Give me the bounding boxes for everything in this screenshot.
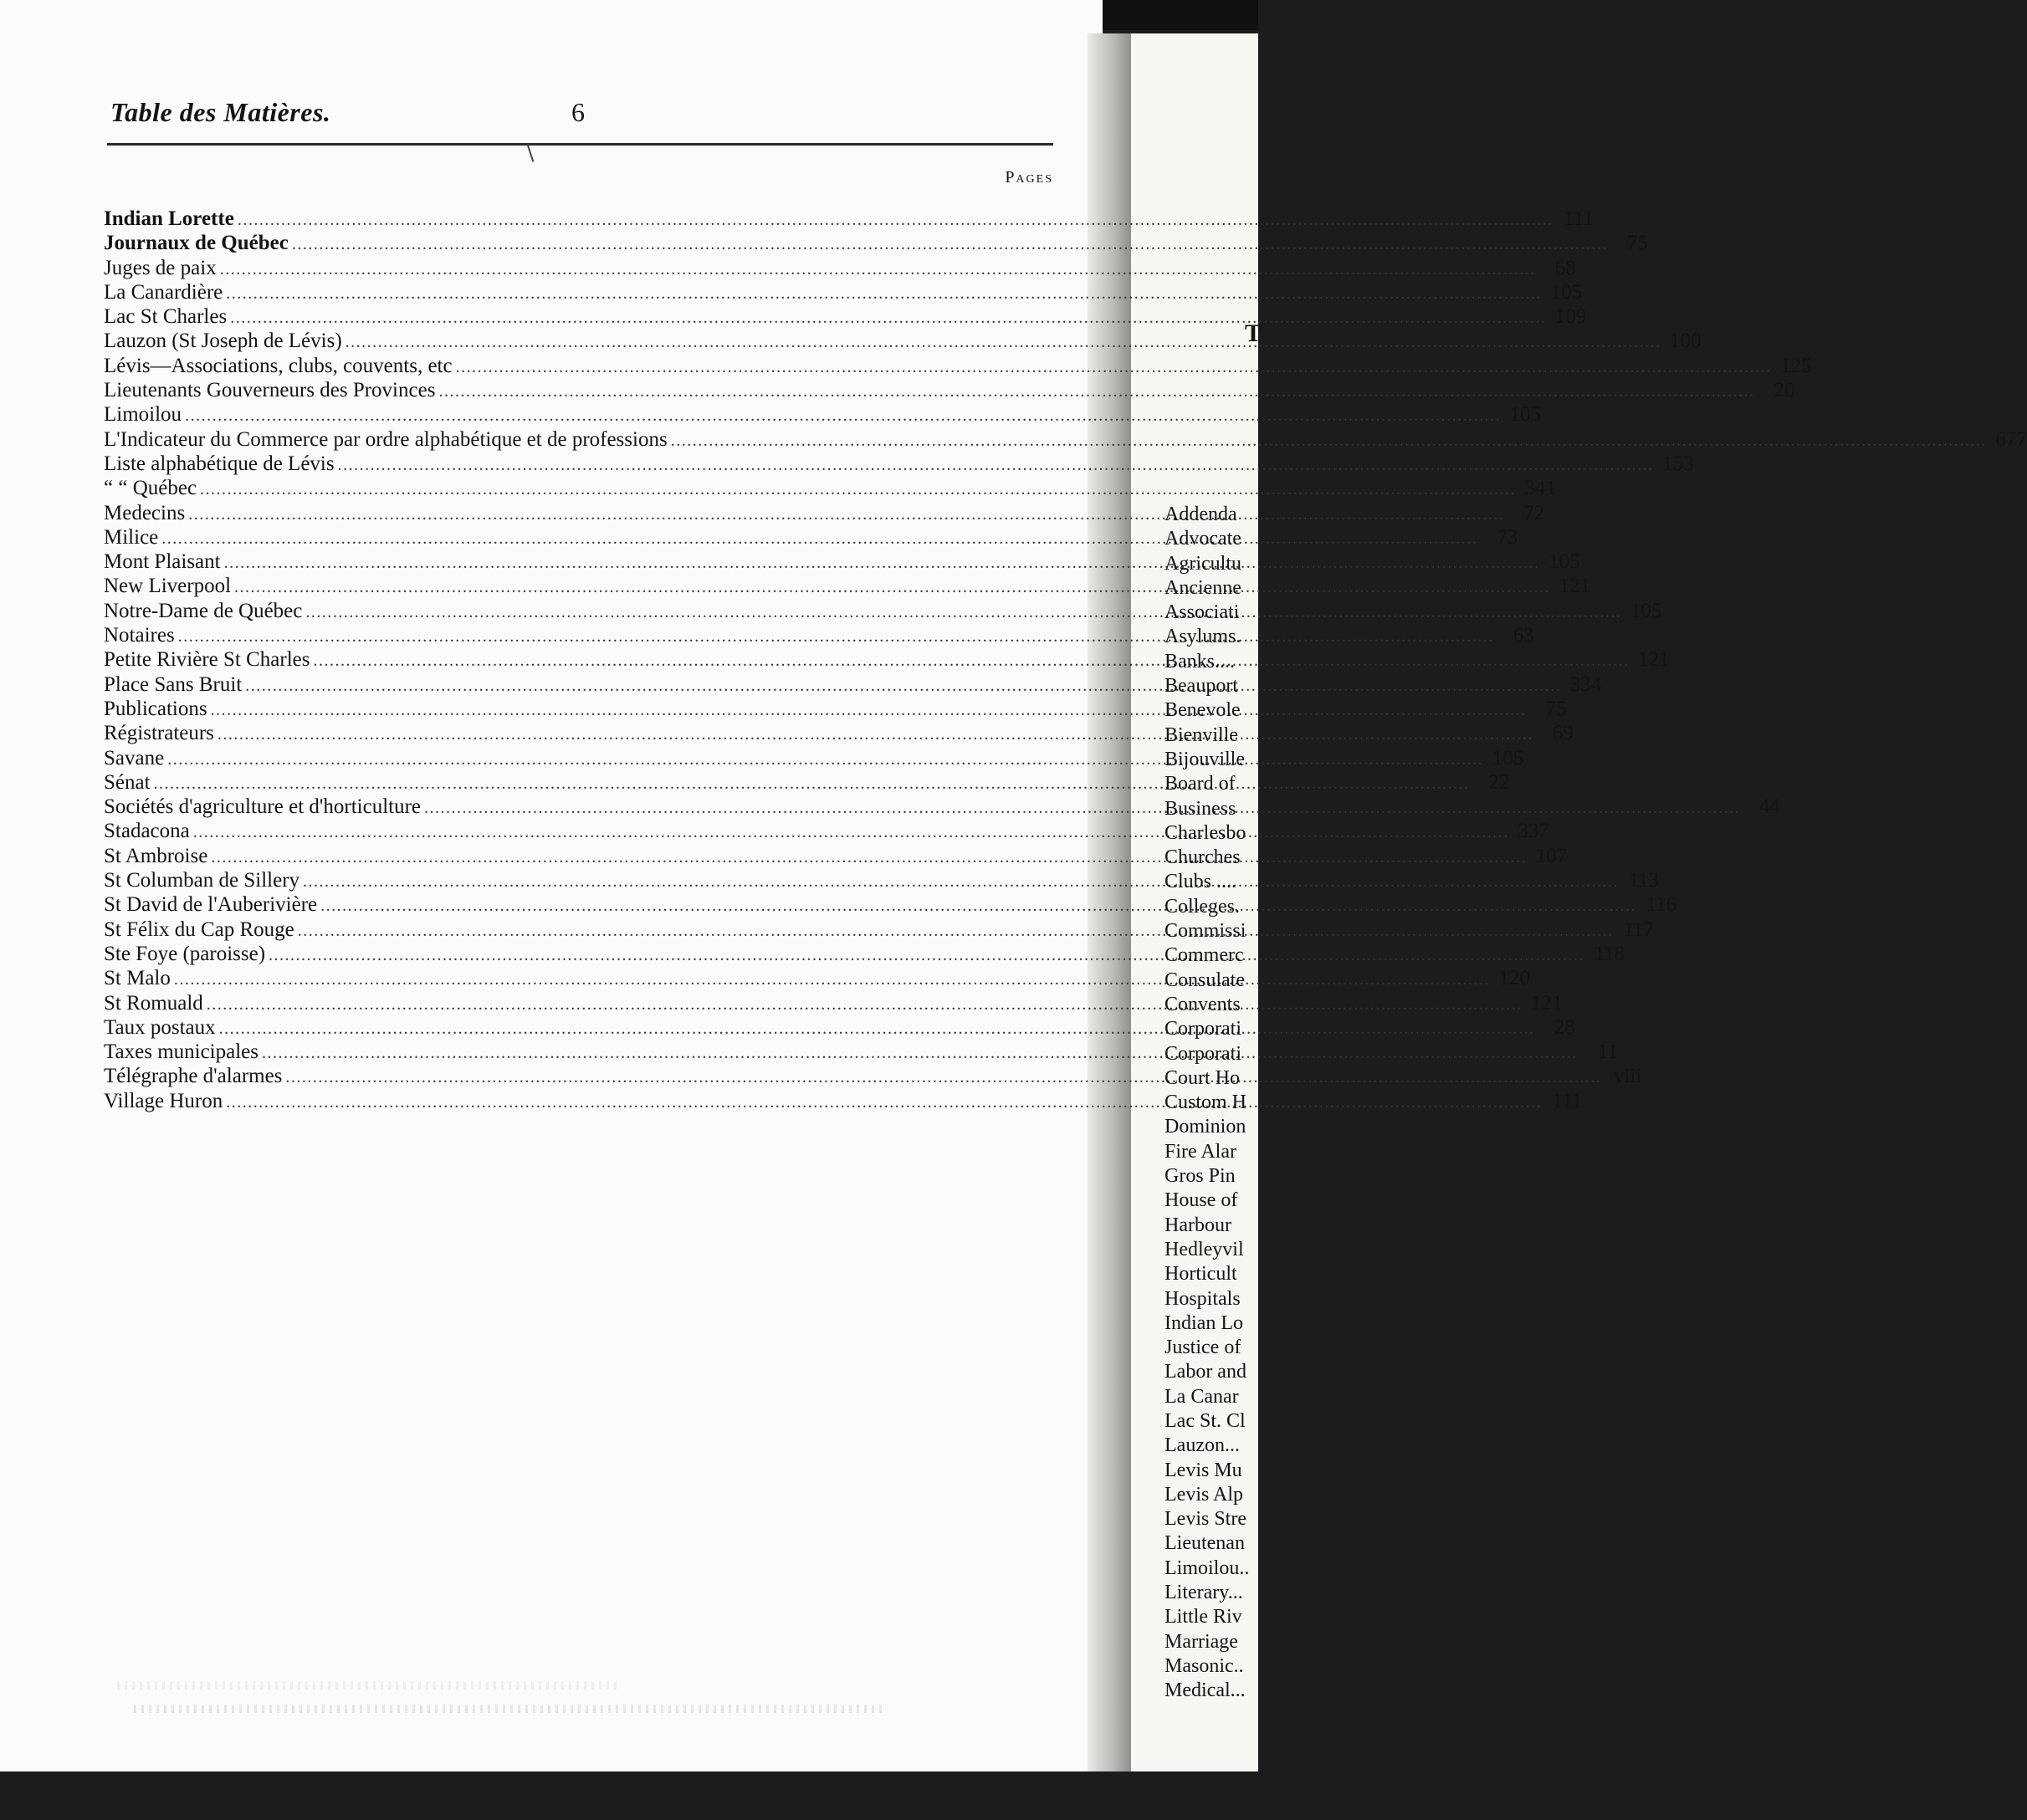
dot-leader <box>456 355 1772 380</box>
toc-entry-page: 72 <box>1523 501 1545 524</box>
toc-entry-label: Télégraphe d'alarmes <box>104 1065 283 1088</box>
toc-entry-page: viii <box>1614 1065 1642 1088</box>
toc-entry-page: 100 <box>1670 330 1702 353</box>
toc-entry-page: 111 <box>1552 1089 1583 1112</box>
dot-leader <box>234 575 1550 600</box>
toc-entry-page: 334 <box>1569 672 1602 696</box>
toc-entry-label: St David de l'Auberivière <box>104 893 318 917</box>
facing-page-entry: Commissi <box>1165 920 1246 943</box>
facing-page-entry: Commerc <box>1165 944 1244 967</box>
toc-entry <box>104 452 1694 476</box>
dot-leader <box>219 1017 1535 1041</box>
facing-page-entry: Gros Pin <box>1165 1165 1236 1188</box>
toc-entry-page: 22 <box>1488 770 1510 794</box>
toc-entry-page: 68 <box>1554 256 1576 279</box>
pages-column-header: Pages <box>1005 168 1053 187</box>
facing-page-entry: Bienville <box>1165 723 1238 746</box>
facing-page-entry: Associati <box>1165 601 1240 624</box>
toc-entry-label: New Liverpool <box>104 575 232 598</box>
dot-leader <box>245 674 1561 698</box>
toc-entry-page: 105 <box>1550 280 1583 304</box>
dot-leader <box>305 601 1621 625</box>
toc-entry-page: 105 <box>1509 403 1542 427</box>
dot-leader <box>262 1041 1578 1066</box>
facing-page-entry: Advocate <box>1165 528 1241 550</box>
toc-entry-label: Notre-Dame de Québec <box>104 599 303 622</box>
toc-entry-label: Lac St Charles <box>104 305 228 329</box>
dot-leader <box>167 748 1483 772</box>
dot-leader <box>211 698 1527 723</box>
dot-leader <box>313 649 1629 673</box>
toc-entry <box>104 427 2027 452</box>
facing-page-entry: Addenda <box>1165 504 1237 525</box>
toc-entry-label: “ “ Québec <box>104 477 197 500</box>
dot-leader <box>220 258 1536 282</box>
dot-leader <box>185 404 1501 428</box>
toc-entry-page: 120 <box>1498 967 1530 990</box>
toc-entry <box>104 256 1576 280</box>
facing-page-entry: Benevole <box>1165 699 1241 722</box>
toc-entry-label: Sociétés d'agriculture et d'horticulture <box>104 795 422 819</box>
toc-entry-page: 109 <box>1554 305 1587 329</box>
toc-entry-page: 63 <box>1513 624 1534 647</box>
toc-entry-label: Limoilou <box>104 403 182 427</box>
dot-leader <box>285 1066 1601 1090</box>
facing-page-entry: Justice of <box>1165 1337 1241 1359</box>
toc-entry-page: 125 <box>1780 354 1812 377</box>
dot-leader <box>338 453 1654 478</box>
toc-entry-page: 117 <box>1623 918 1654 941</box>
toc-entry-label: Liste alphabétique de Lévis <box>104 452 335 475</box>
facing-page-entry: Corporati <box>1165 1042 1241 1065</box>
toc-entry-page: 118 <box>1594 942 1625 965</box>
header-rule <box>107 143 1053 146</box>
toc-entry-page: 121 <box>1559 575 1591 598</box>
toc-entry <box>104 402 1542 427</box>
toc-entry-label: Régistrateurs <box>104 722 214 745</box>
dot-leader <box>303 870 1619 894</box>
facing-page-entry: Horticult <box>1165 1263 1237 1286</box>
toc-entry-label: Journaux de Québec <box>104 232 289 255</box>
toc-entry <box>104 476 1557 500</box>
facing-page-entry: Dominion <box>1165 1116 1246 1138</box>
toc-entry-label: St Ambroise <box>104 844 208 867</box>
facing-page-entry: Custom H <box>1165 1091 1247 1114</box>
toc-entry <box>104 207 1594 231</box>
dot-leader <box>207 993 1523 1017</box>
toc-entry-label: Village Huron <box>104 1089 223 1112</box>
toc-entry-page: 28 <box>1554 1015 1575 1039</box>
facing-page-entry: Consulate <box>1165 969 1245 991</box>
toc-entry-label: Lieutenants Gouverneurs des Provinces <box>104 379 436 402</box>
facing-page-entry: Beauport <box>1165 675 1238 698</box>
running-head <box>110 97 1053 139</box>
toc-entry-page: 105 <box>1630 599 1662 622</box>
facing-page-entry: Convents <box>1165 993 1241 1015</box>
dot-leader <box>438 380 1754 404</box>
toc-entry-label: St Romuald <box>104 991 203 1015</box>
toc-entry-page: 105 <box>1492 746 1524 769</box>
dot-leader <box>161 527 1477 551</box>
facing-page-entry: Fire Alar <box>1165 1140 1236 1163</box>
facing-page-entry: La Canar <box>1165 1385 1239 1408</box>
toc-entry-page: 121 <box>1637 648 1670 672</box>
facing-page-mark: T <box>1245 320 1262 347</box>
dot-leader <box>174 968 1490 992</box>
facing-page-entry: Hospitals <box>1165 1287 1241 1310</box>
dot-leader <box>226 1091 1542 1115</box>
facing-page-entry: Lauzon... <box>1165 1434 1240 1457</box>
toc-entry-label: Milice <box>104 525 159 549</box>
toc-entry-page: 44 <box>1759 795 1781 819</box>
toc-entry <box>104 304 1587 329</box>
facing-page-entry: Lac St. Cl <box>1165 1409 1246 1432</box>
toc-entry-page: 75 <box>1545 697 1567 720</box>
facing-page-entry: Labor and <box>1165 1361 1246 1383</box>
dot-leader <box>292 233 1608 257</box>
facing-page-entry: Corporati <box>1165 1018 1241 1040</box>
facing-page-entry: Literary... <box>1165 1582 1243 1604</box>
dot-leader <box>188 503 1504 527</box>
toc-entry-label: Petite Rivière St Charles <box>104 648 310 672</box>
facing-page-entry: Indian Lo <box>1165 1311 1243 1334</box>
dot-leader <box>346 330 1661 355</box>
toc-entry-page: 20 <box>1774 379 1795 402</box>
toc-entry-label: Savane <box>104 746 165 769</box>
facing-page-entry: Colleges. <box>1165 895 1240 918</box>
facing-page-entry: Limoilou.. <box>1165 1557 1250 1579</box>
facing-page-entry: Marriage <box>1165 1630 1238 1653</box>
toc-entry-label: Stadacona <box>104 820 190 843</box>
facing-page-entry: Charlesbo <box>1165 821 1246 844</box>
toc-entry-page: 113 <box>1628 869 1660 892</box>
toc-entry-label: Lévis—Associations, clubs, couvents, etc <box>104 354 453 377</box>
toc-entry-label: Taux postaux <box>104 1015 216 1039</box>
toc-entry-label: Publications <box>104 697 207 720</box>
dot-leader <box>218 723 1533 747</box>
facing-page-entry: Clubs .... <box>1165 871 1237 893</box>
dot-leader <box>424 796 1740 821</box>
faint-bleed-through <box>134 1705 887 1713</box>
dot-leader <box>178 625 1494 649</box>
toc-entry-page: 337 <box>1518 820 1549 843</box>
toc-entry <box>104 231 1648 255</box>
page-number: 6 <box>571 97 585 127</box>
dot-leader <box>226 282 1542 306</box>
facing-page-entry: Levis Mu <box>1165 1459 1242 1481</box>
facing-page-entry: Lieutenan <box>1165 1532 1245 1555</box>
toc-entry-page: 105 <box>1548 550 1580 574</box>
toc-entry-label: Ste Foye (paroisse) <box>104 942 266 965</box>
facing-page-entry: Court Ho <box>1165 1066 1240 1089</box>
facing-page-entry: Masonic.. <box>1165 1654 1244 1677</box>
facing-page-entry: Harbour <box>1165 1214 1231 1236</box>
toc-entry-page: 69 <box>1552 722 1574 745</box>
dot-leader <box>154 772 1470 796</box>
toc-entry-page: 153 <box>1662 452 1694 475</box>
facing-page-entry: House of <box>1165 1189 1238 1212</box>
facing-page-entry: Ancienne <box>1165 576 1241 599</box>
facing-page-entry: Banks.... <box>1165 650 1235 672</box>
facing-page-entry: Churches <box>1165 846 1241 869</box>
toc-entry-label: St Columban de Sillery <box>104 869 300 892</box>
facing-page-entry: Levis Alp <box>1165 1483 1243 1506</box>
toc-entry-label: La Canardière <box>104 280 223 304</box>
dot-leader <box>211 846 1527 870</box>
toc-entry-page: 107 <box>1535 844 1568 867</box>
toc-entry-page: 677 <box>1995 427 2027 451</box>
facing-page-entry: Hedleyvil <box>1165 1238 1244 1260</box>
toc-entry-page: 73 <box>1497 525 1518 549</box>
facing-page-entries <box>1165 503 1258 1704</box>
dot-leader <box>238 208 1554 233</box>
toc-entry-label: Notaires <box>104 624 175 647</box>
toc-entry-label: St Malo <box>104 967 171 990</box>
dot-leader <box>230 306 1546 330</box>
dot-leader <box>320 894 1636 918</box>
toc-entry <box>104 280 1583 304</box>
facing-page-entry: Levis Stre <box>1165 1508 1246 1531</box>
toc-entry-label: L'Indicateur du Commerce par ordre alphabétique et de professions <box>104 427 668 451</box>
toc-entry-label: Sénat <box>104 770 151 794</box>
toc-entry <box>104 354 1812 378</box>
dot-leader <box>298 919 1614 943</box>
toc-entry-page: 121 <box>1531 991 1563 1015</box>
dot-leader <box>671 429 1987 453</box>
facing-page-entry: Medical... <box>1165 1679 1246 1702</box>
toc-entry-label: Juges de paix <box>104 256 217 279</box>
toc-entry-label: St Félix du Cap Rouge <box>104 918 294 941</box>
facing-page-entry: Asylums. <box>1165 626 1241 648</box>
toc-entry-label: Lauzon (St Joseph de Lévis) <box>104 330 342 353</box>
dot-leader <box>224 551 1540 575</box>
facing-page-entry: Little Riv <box>1165 1606 1242 1628</box>
facing-page-entry: Bijouville <box>1165 748 1245 770</box>
facing-page-entry: Agricultu <box>1165 552 1241 575</box>
page-title: Table des Matières. <box>110 97 331 127</box>
toc-entry-page: 116 <box>1646 893 1677 917</box>
toc-entry-label: Place Sans Bruit <box>104 672 243 696</box>
toc-entry-page: 111 <box>1564 207 1594 230</box>
dot-leader <box>193 821 1509 845</box>
toc-entry-label: Medecins <box>104 501 186 524</box>
toc-entry-page: 341 <box>1524 477 1557 500</box>
toc-entry-page: 11 <box>1597 1040 1618 1064</box>
dot-leader <box>269 943 1584 968</box>
toc-entry <box>104 378 1795 402</box>
toc-entry-label: Taxes municipales <box>104 1040 258 1064</box>
toc-entry-label: Mont Plaisant <box>104 550 221 574</box>
toc-entry <box>104 329 1702 353</box>
facing-page-entry: Business <box>1165 797 1236 820</box>
faint-bleed-through <box>117 1681 619 1690</box>
facing-page-entry: Board of <box>1165 773 1236 795</box>
toc-entry-label: Indian Lorette <box>104 207 234 230</box>
dot-leader <box>200 478 1516 502</box>
toc-entry-page: 75 <box>1626 232 1648 255</box>
scan-bottom-border <box>0 1771 1258 1820</box>
